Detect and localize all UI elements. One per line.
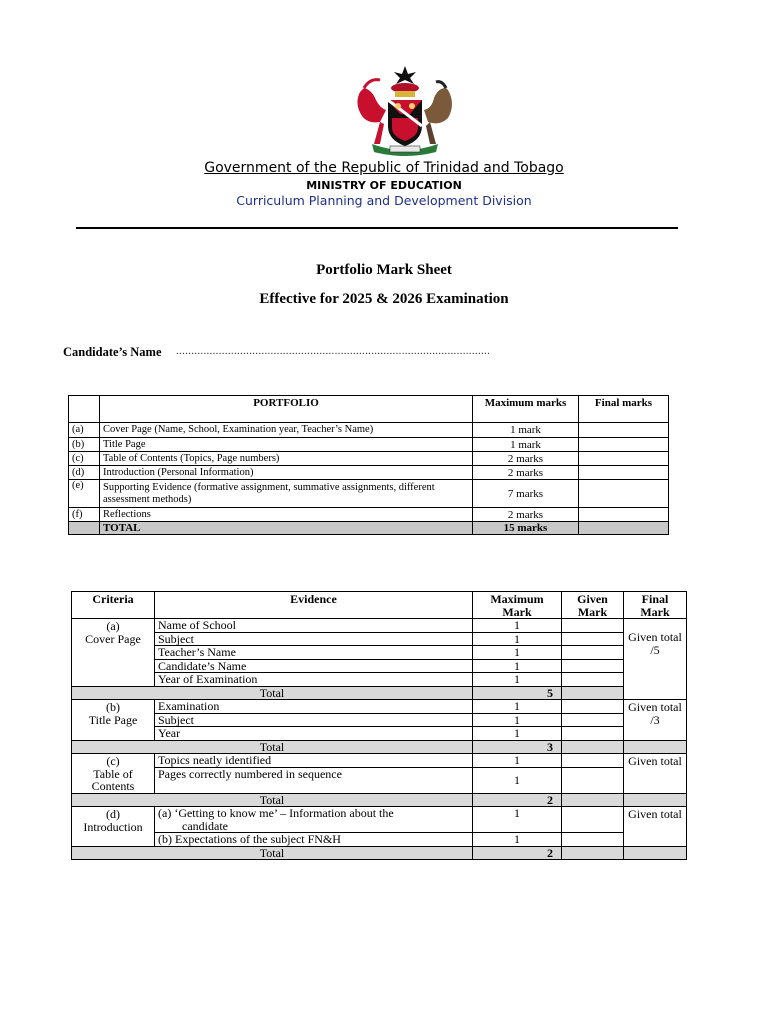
max-mark: 1 bbox=[473, 659, 562, 673]
evidence-item: Pages correctly numbered in sequence bbox=[155, 767, 473, 793]
summary-row-max: 1 mark bbox=[473, 438, 579, 452]
evidence-item: Candidate’s Name bbox=[155, 659, 473, 673]
detail-header-given: Given Mark bbox=[562, 592, 624, 619]
section-total-row bbox=[72, 793, 687, 807]
max-mark: 1 bbox=[473, 673, 562, 687]
max-mark: 1 bbox=[473, 833, 562, 847]
criteria-cover-page: (a) Cover Page bbox=[72, 619, 155, 687]
ministry-heading: MINISTRY OF EDUCATION bbox=[306, 179, 462, 192]
detail-header-max: Maximum Mark bbox=[473, 592, 562, 619]
summary-row-id: (f) bbox=[69, 508, 100, 522]
portfolio-summary-table bbox=[68, 395, 669, 535]
summary-row-item: Supporting Evidence (formative assignment, summative assignments, different assessment methods) bbox=[100, 480, 473, 508]
final-mark-cover-page: Given total /5 bbox=[624, 619, 687, 700]
given-mark-input[interactable] bbox=[562, 619, 624, 633]
table-row bbox=[72, 632, 687, 646]
given-mark-input[interactable] bbox=[562, 659, 624, 673]
summary-row-id: (b) bbox=[69, 438, 100, 452]
summary-row-item: Cover Page (Name, School, Examination year, Teacher’s Name) bbox=[100, 423, 473, 438]
given-mark-input[interactable] bbox=[562, 727, 624, 741]
section-total-given[interactable] bbox=[562, 846, 624, 860]
criteria-title-page: (b) Title Page bbox=[72, 700, 155, 741]
evidence-item: Teacher’s Name bbox=[155, 646, 473, 660]
max-mark: 1 bbox=[473, 807, 562, 833]
summary-row-max: 1 mark bbox=[473, 423, 579, 438]
summary-total-blank bbox=[69, 522, 100, 535]
max-mark: 1 bbox=[473, 754, 562, 768]
given-mark-input[interactable] bbox=[562, 673, 624, 687]
given-mark-input[interactable] bbox=[562, 754, 624, 768]
given-mark-input[interactable] bbox=[562, 767, 624, 793]
summary-header-blank bbox=[69, 396, 100, 423]
summary-total-label: TOTAL bbox=[100, 522, 473, 535]
summary-row-id: (a) bbox=[69, 423, 100, 438]
detail-header-row bbox=[72, 592, 687, 619]
summary-row-max: 2 marks bbox=[473, 452, 579, 466]
detail-header-criteria: Criteria bbox=[72, 592, 155, 619]
table-row bbox=[72, 807, 687, 833]
section-total-final[interactable] bbox=[624, 740, 687, 754]
summary-row-id: (c) bbox=[69, 452, 100, 466]
table-row bbox=[72, 700, 687, 714]
given-mark-input[interactable] bbox=[562, 646, 624, 660]
evidence-item: Topics neatly identified bbox=[155, 754, 473, 768]
summary-header-final: Final marks bbox=[579, 396, 669, 423]
given-mark-input[interactable] bbox=[562, 700, 624, 714]
table-row bbox=[72, 659, 687, 673]
table-row bbox=[72, 673, 687, 687]
summary-row bbox=[69, 508, 669, 522]
final-mark-table-of-contents: Given total bbox=[624, 754, 687, 794]
given-mark-input[interactable] bbox=[562, 807, 624, 833]
summary-row-item: Introduction (Personal Information) bbox=[100, 466, 473, 480]
coat-of-arms-emblem bbox=[350, 64, 460, 156]
summary-row bbox=[69, 480, 669, 508]
evidence-item: Year bbox=[155, 727, 473, 741]
max-mark: 1 bbox=[473, 646, 562, 660]
max-mark: 1 bbox=[473, 632, 562, 646]
section-total-given[interactable] bbox=[562, 740, 624, 754]
section-total-label: Total bbox=[72, 740, 473, 754]
summary-row-id: (d) bbox=[69, 466, 100, 480]
summary-row-final-input[interactable] bbox=[579, 508, 669, 522]
section-total-final[interactable] bbox=[624, 793, 687, 807]
section-total-given[interactable] bbox=[562, 686, 624, 700]
summary-row-final-input[interactable] bbox=[579, 452, 669, 466]
section-total-final[interactable] bbox=[624, 846, 687, 860]
table-row bbox=[72, 754, 687, 768]
section-total-label: Total bbox=[72, 686, 473, 700]
evidence-item: Year of Examination bbox=[155, 673, 473, 687]
summary-header-row bbox=[69, 396, 669, 423]
evidence-item-line: (a) ‘Getting to know me’ – Information about the bbox=[158, 806, 394, 820]
max-mark: 1 bbox=[473, 713, 562, 727]
evidence-item: Subject bbox=[155, 632, 473, 646]
page-title: Portfolio Mark Sheet bbox=[316, 262, 452, 278]
evidence-item: Subject bbox=[155, 713, 473, 727]
table-row bbox=[72, 767, 687, 793]
evidence-item bbox=[155, 807, 473, 833]
summary-total-final[interactable] bbox=[579, 522, 669, 535]
max-mark: 1 bbox=[473, 767, 562, 793]
summary-row-max: 2 marks bbox=[473, 508, 579, 522]
page-subtitle: Effective for 2025 & 2026 Examination bbox=[259, 291, 509, 307]
summary-row bbox=[69, 423, 669, 438]
criteria-detail-table bbox=[71, 591, 687, 860]
table-row bbox=[72, 833, 687, 847]
final-mark-introduction: Given total bbox=[624, 807, 687, 847]
section-total-value: 5 bbox=[473, 686, 562, 700]
summary-total-value: 15 marks bbox=[473, 522, 579, 535]
max-mark: 1 bbox=[473, 727, 562, 741]
summary-header-max: Maximum marks bbox=[473, 396, 579, 423]
section-total-label: Total bbox=[72, 793, 473, 807]
summary-row-max: 2 marks bbox=[473, 466, 579, 480]
max-mark: 1 bbox=[473, 619, 562, 633]
evidence-item: Examination bbox=[155, 700, 473, 714]
summary-total-row bbox=[69, 522, 669, 535]
division-heading: Curriculum Planning and Development Division bbox=[236, 193, 532, 208]
given-mark-input[interactable] bbox=[562, 833, 624, 847]
given-mark-input[interactable] bbox=[562, 632, 624, 646]
criteria-introduction: (d) Introduction bbox=[72, 807, 155, 847]
detail-header-evidence: Evidence bbox=[155, 592, 473, 619]
candidate-name-field[interactable]: ....................................................................................................... bbox=[176, 345, 491, 357]
summary-header-portfolio: PORTFOLIO bbox=[100, 396, 473, 423]
summary-row bbox=[69, 466, 669, 480]
section-total-row bbox=[72, 846, 687, 860]
evidence-item: Name of School bbox=[155, 619, 473, 633]
section-total-value: 2 bbox=[473, 846, 562, 860]
section-total-value: 3 bbox=[473, 740, 562, 754]
evidence-item: (b) Expectations of the subject FN&H bbox=[155, 833, 473, 847]
evidence-item-line: candidate bbox=[182, 818, 228, 833]
summary-row-item: Reflections bbox=[100, 508, 473, 522]
summary-row-final-input[interactable] bbox=[579, 466, 669, 480]
section-total-row bbox=[72, 740, 687, 754]
summary-row-id: (e) bbox=[69, 480, 100, 508]
section-total-given[interactable] bbox=[562, 793, 624, 807]
detail-header-final: Final Mark bbox=[624, 592, 687, 619]
table-row bbox=[72, 713, 687, 727]
table-row bbox=[72, 646, 687, 660]
section-total-row bbox=[72, 686, 687, 700]
max-mark: 1 bbox=[473, 700, 562, 714]
header-divider bbox=[76, 227, 678, 229]
given-mark-input[interactable] bbox=[562, 713, 624, 727]
summary-row-max: 7 marks bbox=[473, 480, 579, 508]
table-row bbox=[72, 619, 687, 633]
summary-row-item: Title Page bbox=[100, 438, 473, 452]
summary-row bbox=[69, 452, 669, 466]
government-heading: Government of the Republic of Trinidad and Tobago bbox=[204, 160, 564, 176]
candidate-name-label: Candidate’s Name bbox=[63, 345, 162, 359]
summary-row-final-input[interactable] bbox=[579, 480, 669, 508]
section-total-value: 2 bbox=[473, 793, 562, 807]
summary-row-final-input[interactable] bbox=[579, 423, 669, 438]
final-mark-title-page: Given total /3 bbox=[624, 700, 687, 741]
criteria-table-of-contents: (c) Table of Contents bbox=[72, 754, 155, 794]
table-row bbox=[72, 727, 687, 741]
summary-row-final-input[interactable] bbox=[579, 438, 669, 452]
summary-row bbox=[69, 438, 669, 452]
section-total-label: Total bbox=[72, 846, 473, 860]
summary-row-item: Table of Contents (Topics, Page numbers) bbox=[100, 452, 473, 466]
